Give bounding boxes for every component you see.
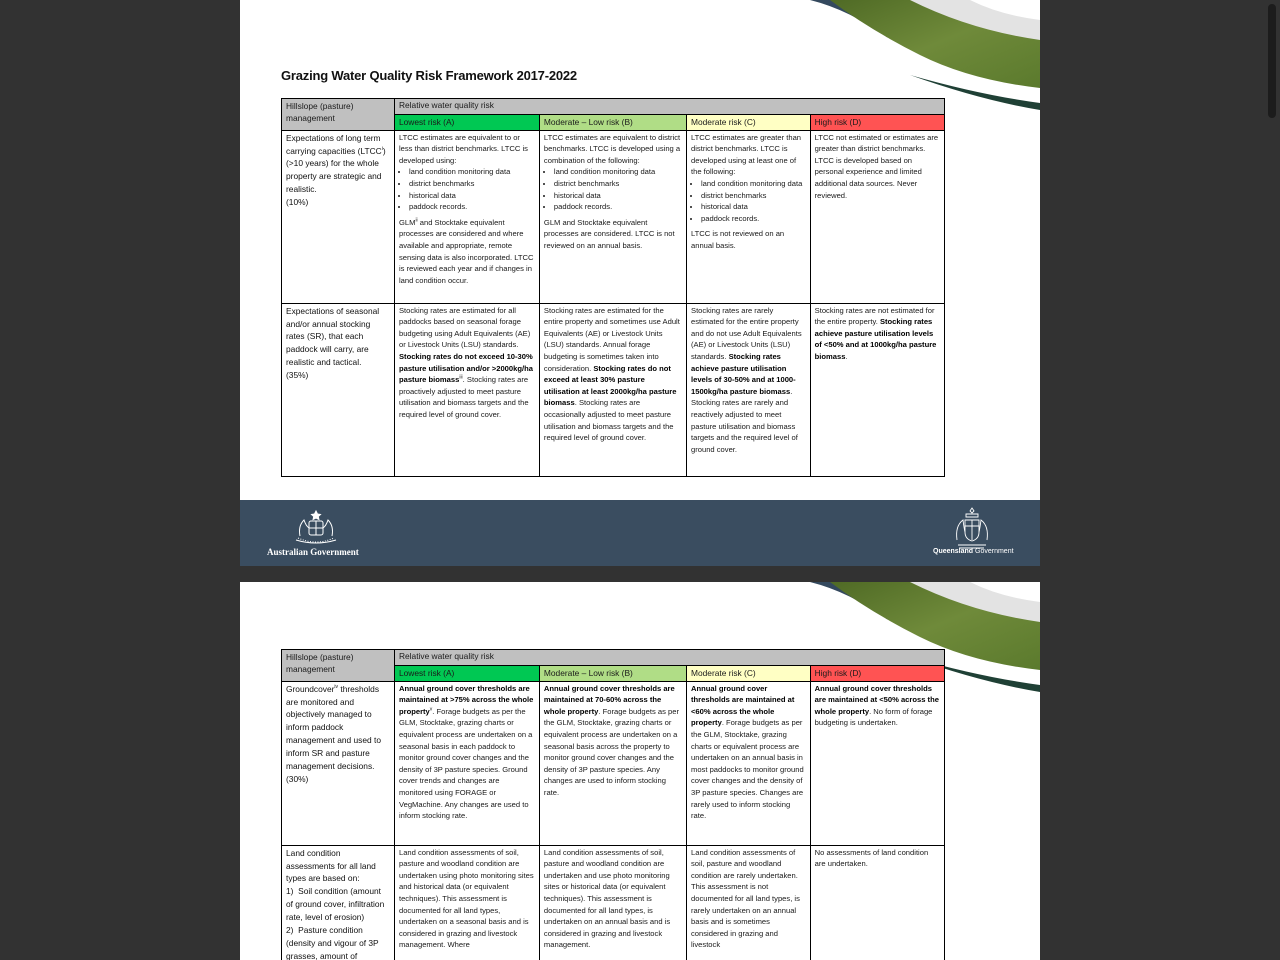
australian-coat-of-arms-icon — [288, 508, 344, 548]
criterion-cell — [282, 681, 395, 845]
footnote-marker: iv — [334, 683, 339, 690]
cell-text: . Stocking rates are occasionally adjusted to meet pasture utilisation and biomass targets and the required level of ground cover. — [543, 398, 674, 443]
criterion-list-item: Soil condition (amount of ground cover, infiltration rate, level of erosion) — [286, 886, 385, 923]
list-marker: 2) — [286, 925, 294, 936]
qld-label-bold: Queensland — [933, 548, 974, 555]
risk-level-a-header: Lowest risk (A) — [394, 665, 539, 681]
cell-text: LTCC estimates are greater than district benchmarks. LTCC is developed using at least one of the following: — [691, 132, 802, 177]
risk-b-cell — [539, 130, 686, 303]
risk-c-cell: Land condition assessments of soil, pasture and woodland condition are rarely undertaken. This assessment is not documented for all land types, is rarely undertaken on an annual basis and is sometimes considered in grazing and livestock — [687, 845, 811, 960]
cell-bold-text: Annual ground cover thresholds are maintained at <50% across the whole property — [814, 683, 939, 716]
queensland-coat-of-arms-icon — [952, 506, 992, 552]
document-title: Grazing Water Quality Risk Framework 2017-2022 — [281, 68, 577, 83]
government-footer-band — [240, 500, 1040, 566]
risk-b-cell — [539, 303, 686, 476]
risk-level-c-header: Moderate risk (C) — [687, 665, 811, 681]
risk-d-cell — [810, 303, 944, 476]
criterion-text: Groundcover — [286, 683, 335, 694]
risk-c-cell — [687, 681, 811, 845]
criterion-text: ) (>10 years) for the whole property are strategic and realistic. — [286, 145, 386, 195]
cell-bold-text: Stocking rates do not exceed at least 30% pasture utilisation at least 2000kg/ha pasture biomass — [543, 363, 677, 408]
bullet-list — [691, 178, 806, 224]
risk-d-cell — [810, 681, 944, 845]
cell-text: Stocking rates are not estimated for the entire property. — [814, 305, 935, 327]
footnote-marker: iii — [459, 374, 463, 381]
table-row — [282, 130, 945, 303]
list-item: • district benchmarks — [701, 190, 806, 202]
cell-bold-text: Annual ground cover thresholds are maintained at <60% across the whole property — [691, 683, 795, 728]
list-item: • historical data — [554, 190, 682, 202]
cell-text: . Forage budgets as per the GLM, Stocktake, grazing charts or equivalent process are undertaken on a seasonal basis across the property to monitor ground cover changes and the density of 3P pasture species. Any changes are used to inform stocking rate. — [543, 706, 679, 797]
criterion-weight: (30%) — [286, 773, 309, 784]
risk-b-cell: Land condition assessments of soil, pasture and woodland condition are undertaken and use photo monitoring sites or historical data (or equivalent techniques). This assessment is documented for all land types, is undertaken on an annual basis and is considered in grazing and livestock management. — [539, 845, 686, 960]
criterion-cell — [282, 130, 395, 303]
risk-a-cell — [394, 681, 539, 845]
criterion-cell — [282, 845, 395, 960]
list-item: • historical data — [409, 190, 535, 202]
cell-paragraph: LTCC is not reviewed on an annual basis. — [691, 229, 785, 250]
criterion-list-item: Pasture condition (density and vigour of 3P grasses, amount of — [286, 925, 379, 960]
cell-text: and Stocktake equivalent processes are considered and where available and appropriate, remote sensing data is also incorporated. LTCC is reviewed each year and if changes in land condition occur. — [398, 217, 534, 285]
criterion-text: Expectations of seasonal and/or annual stocking rates (SR), that each paddock will carry, are realistic and tactical. — [286, 305, 380, 368]
risk-a-cell: Land condition assessments of soil, pasture and woodland condition are undertaken using photo monitoring sites and historical data (or equivalent techniques). This assessment is documented for all land types, undertaken on a seasonal basis and is considered in grazing and livestock management. Where — [394, 845, 539, 960]
table-row — [282, 303, 945, 476]
management-column-header: Hillslope (pasture) management — [282, 99, 395, 131]
queensland-government-label — [933, 548, 1014, 555]
risk-level-c-header: Moderate risk (C) — [687, 114, 811, 130]
qld-label-regular: Government — [973, 548, 1014, 555]
cell-text: . Forage budgets as per the GLM, Stocktake, grazing charts or equivalent process are undertaken on a seasonal basis in each paddock to monitor ground cover changes and the density of 3P pasture species. Ground cover trends and changes are monitored using FORAGE or VegMachine. Any changes are used to inform stocking rate. — [398, 706, 533, 821]
list-item: • historical data — [701, 201, 806, 213]
cell-text: . Stocking rates are rarely and reactively adjusted to meet pasture utilisation and biomass targets and the required level of ground cover. — [691, 386, 798, 454]
list-marker: 1) — [286, 886, 294, 897]
risk-c-cell — [687, 303, 811, 476]
risk-d-cell: No assessments of land condition are undertaken. — [810, 845, 944, 960]
cell-bold-text: Stocking rates do not exceed 10-30% pasture utilisation and/or >2000kg/ha pasture biomass — [398, 351, 533, 385]
criterion-weight: (10%) — [286, 197, 309, 208]
risk-d-cell: LTCC not estimated or estimates are greater than district benchmarks. LTCC is developed based on personal experience and limited additional data sources. Never reviewed. — [810, 130, 944, 303]
document-page-2 — [240, 582, 1040, 960]
cell-text: GLM — [398, 217, 416, 227]
risk-a-cell — [394, 130, 539, 303]
list-item: • land condition monitoring data — [701, 178, 806, 190]
risk-level-a-header: Lowest risk (A) — [394, 114, 539, 130]
list-item: • land condition monitoring data — [409, 166, 535, 178]
criterion-text: thresholds are monitored and objectively managed to inform paddock management and used to inform SR and pasture management decisions. — [286, 683, 381, 772]
bullet-list — [544, 166, 682, 212]
cell-text: . — [845, 351, 848, 361]
risk-level-b-header: Moderate – Low risk (B) — [539, 114, 686, 130]
cell-bold-text: Annual ground cover thresholds are maintained at 70-60% across the whole property — [543, 683, 675, 716]
document-page-1 — [240, 0, 1040, 566]
criterion-weight: (35%) — [286, 370, 309, 381]
list-item: • district benchmarks — [409, 178, 535, 190]
footnote-marker: i — [381, 145, 383, 152]
list-item: • land condition monitoring data — [554, 166, 682, 178]
list-item: • district benchmarks — [554, 178, 682, 190]
risk-framework-table — [281, 649, 945, 960]
cell-text: Stocking rates are estimated for the entire property and sometimes use Adult Equivalents (AE) or Livestock Units (LSU) standards. Annual forage budgeting is sometimes taken into consideration. — [543, 305, 680, 373]
bullet-list — [399, 166, 535, 212]
risk-level-d-header: High risk (D) — [810, 665, 944, 681]
cell-bold-text: Annual ground cover thresholds are maintained at >75% across the whole property — [398, 683, 534, 716]
risk-c-cell — [687, 130, 811, 303]
criterion-cell — [282, 303, 395, 476]
cell-paragraph — [399, 217, 535, 287]
cell-bold-text: Stocking rates achieve pasture utilisation levels of <50% and at 1000kg/ha pasture biomass — [814, 317, 937, 361]
risk-level-b-header: Moderate – Low risk (B) — [539, 665, 686, 681]
relative-risk-header: Relative water quality risk — [394, 650, 944, 666]
table-row — [282, 681, 945, 845]
list-item: • paddock records. — [409, 201, 535, 213]
cell-text: Stocking rates are estimated for all paddocks based on seasonal forage budgeting using Adult Equivalents (AE) or Livestock Units (LSU) standards. — [398, 305, 531, 350]
vertical-scrollbar-thumb[interactable] — [1268, 4, 1276, 118]
management-column-header: Hillslope (pasture) management — [282, 650, 395, 682]
list-item: • paddock records. — [701, 213, 806, 225]
cell-text: . Forage budgets as per the GLM, Stocktake, grazing charts or equivalent process are undertaken on an annual basis in most paddocks to monitor ground cover changes and the density of 3P pasture species. Changes are rarely used to inform stocking rate. — [691, 718, 804, 821]
criterion-text: Land condition assessments for all land types are based on: — [286, 847, 376, 884]
criterion-text: Expectations of long term carrying capacities (LTCC — [286, 132, 382, 156]
footnote-marker: ii — [415, 217, 418, 224]
relative-risk-header: Relative water quality risk — [394, 99, 944, 115]
risk-a-cell — [394, 303, 539, 476]
cell-text: . Stocking rates are proactively adjusted to meet pasture utilisation and biomass targets and the required level of ground cover. — [398, 375, 529, 419]
cell-paragraph: GLM and Stocktake equivalent processes are considered. LTCC is not reviewed on an annual basis. — [543, 217, 675, 250]
risk-framework-table — [281, 98, 945, 477]
cell-text: . No form of forage budgeting is undertaken. — [814, 706, 933, 728]
cell-text: LTCC estimates are equivalent to district benchmarks. LTCC is developed using a combination of the following: — [543, 132, 681, 165]
list-item: • paddock records. — [554, 201, 682, 213]
cell-text: LTCC estimates are equivalent to or less than district benchmarks. LTCC is developed using: — [398, 132, 528, 165]
table-row — [282, 845, 945, 960]
australian-government-label: Australian Government — [267, 547, 359, 557]
footnote-marker: v — [429, 706, 433, 713]
risk-level-d-header: High risk (D) — [810, 114, 944, 130]
cell-text: Stocking rates are rarely estimated for the entire property and do not use Adult Equivalents (AE) or Livestock Units (LSU) standards. — [691, 305, 802, 361]
risk-b-cell — [539, 681, 686, 845]
cell-bold-text: Stocking rates achieve pasture utilisation levels of 30-50% and at 1000-1500kg/ha pasture biomass — [691, 351, 796, 396]
